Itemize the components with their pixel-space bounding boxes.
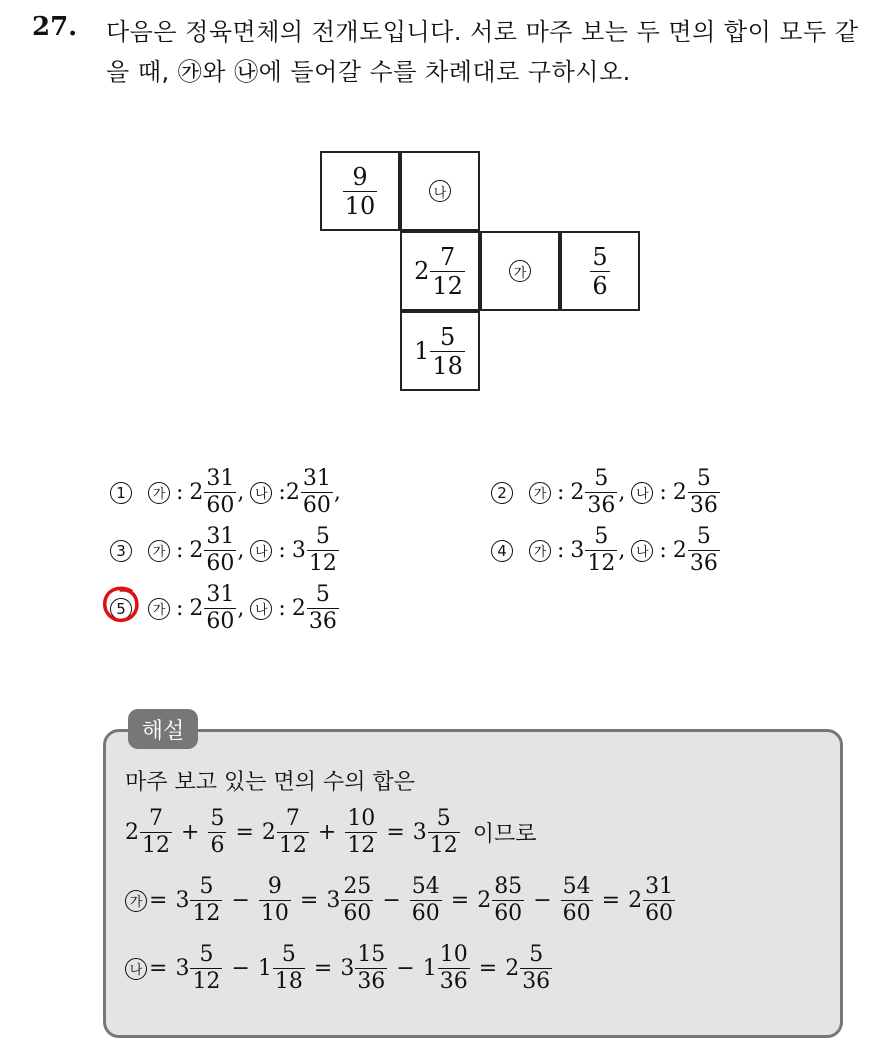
solution-tag: 해설 — [128, 709, 198, 749]
na-symbol: 나 — [429, 180, 451, 202]
net-cell-na — [400, 151, 480, 231]
solution-line-3: 가 = 3 $\frac{5}{12}$ − $\frac{9}{10}$ = 3 $\frac{25}{60}$ − $\frac{54}{60}$ = 2 $\frac{85}{60}$ − $\frac{54}{60}$ = 2 $\frac{31}{60}$ — [125, 876, 676, 925]
ga-symbol: 가 — [509, 260, 531, 282]
question-text: 다음은 정육면체의 전개도입니다. 서로 마주 보는 두 면의 합이 모두 같을 때, ㉮와 ㉯에 들어갈 수를 차례대로 구하시오. — [106, 18, 859, 86]
net-cell-two-seven-twelfths: 2 $\frac{7}{12}$ — [400, 231, 480, 311]
net-cell-five-sixths: $\frac{5}{6}$ — [560, 231, 640, 311]
solution-line-1: 마주 보고 있는 면의 수의 합은 — [125, 770, 415, 795]
solution-line-2: 2 $\frac{7}{12}$ + $\frac{5}{6}$ = 2 $\frac{7}{12}$ + $\frac{10}{12}$ = 3 $\frac{5}{12}$ 이므로 — [125, 806, 537, 858]
option-3[interactable]: 3 가 : 2 $\frac{31}{60}$ , 나 : 3 $\frac{5}{12}$ — [110, 526, 340, 575]
net-cell-nine-tenths: $\frac{9}{10}$ — [320, 151, 400, 231]
question-number: 27. — [32, 12, 78, 42]
net-cell-ga — [480, 231, 560, 311]
option-2[interactable]: 2 가 : 2 $\frac{5}{36}$ , 나 : 2 $\frac{5}{36}$ — [491, 468, 721, 517]
net-cell-one-five-eighteenths: 1 $\frac{5}{18}$ — [400, 311, 480, 391]
option-1[interactable]: 1 가 : 2 $\frac{31}{60}$ , 나 : 2 $\frac{31}{60}$ , — [110, 468, 341, 517]
option-4[interactable]: 4 가 : 3 $\frac{5}{12}$ , 나 : 2 $\frac{5}{36}$ — [491, 526, 721, 575]
solution-line-4: 나 = 3 $\frac{5}{12}$ − 1 $\frac{5}{18}$ = 3 $\frac{15}{36}$ − 1 $\frac{10}{36}$ = 2 $\frac{5}{36}$ — [125, 944, 553, 993]
option-5[interactable]: 5 가 : 2 $\frac{31}{60}$ , 나 : 2 $\frac{5}{36}$ — [110, 584, 340, 633]
answer-mark-icon — [101, 585, 141, 625]
